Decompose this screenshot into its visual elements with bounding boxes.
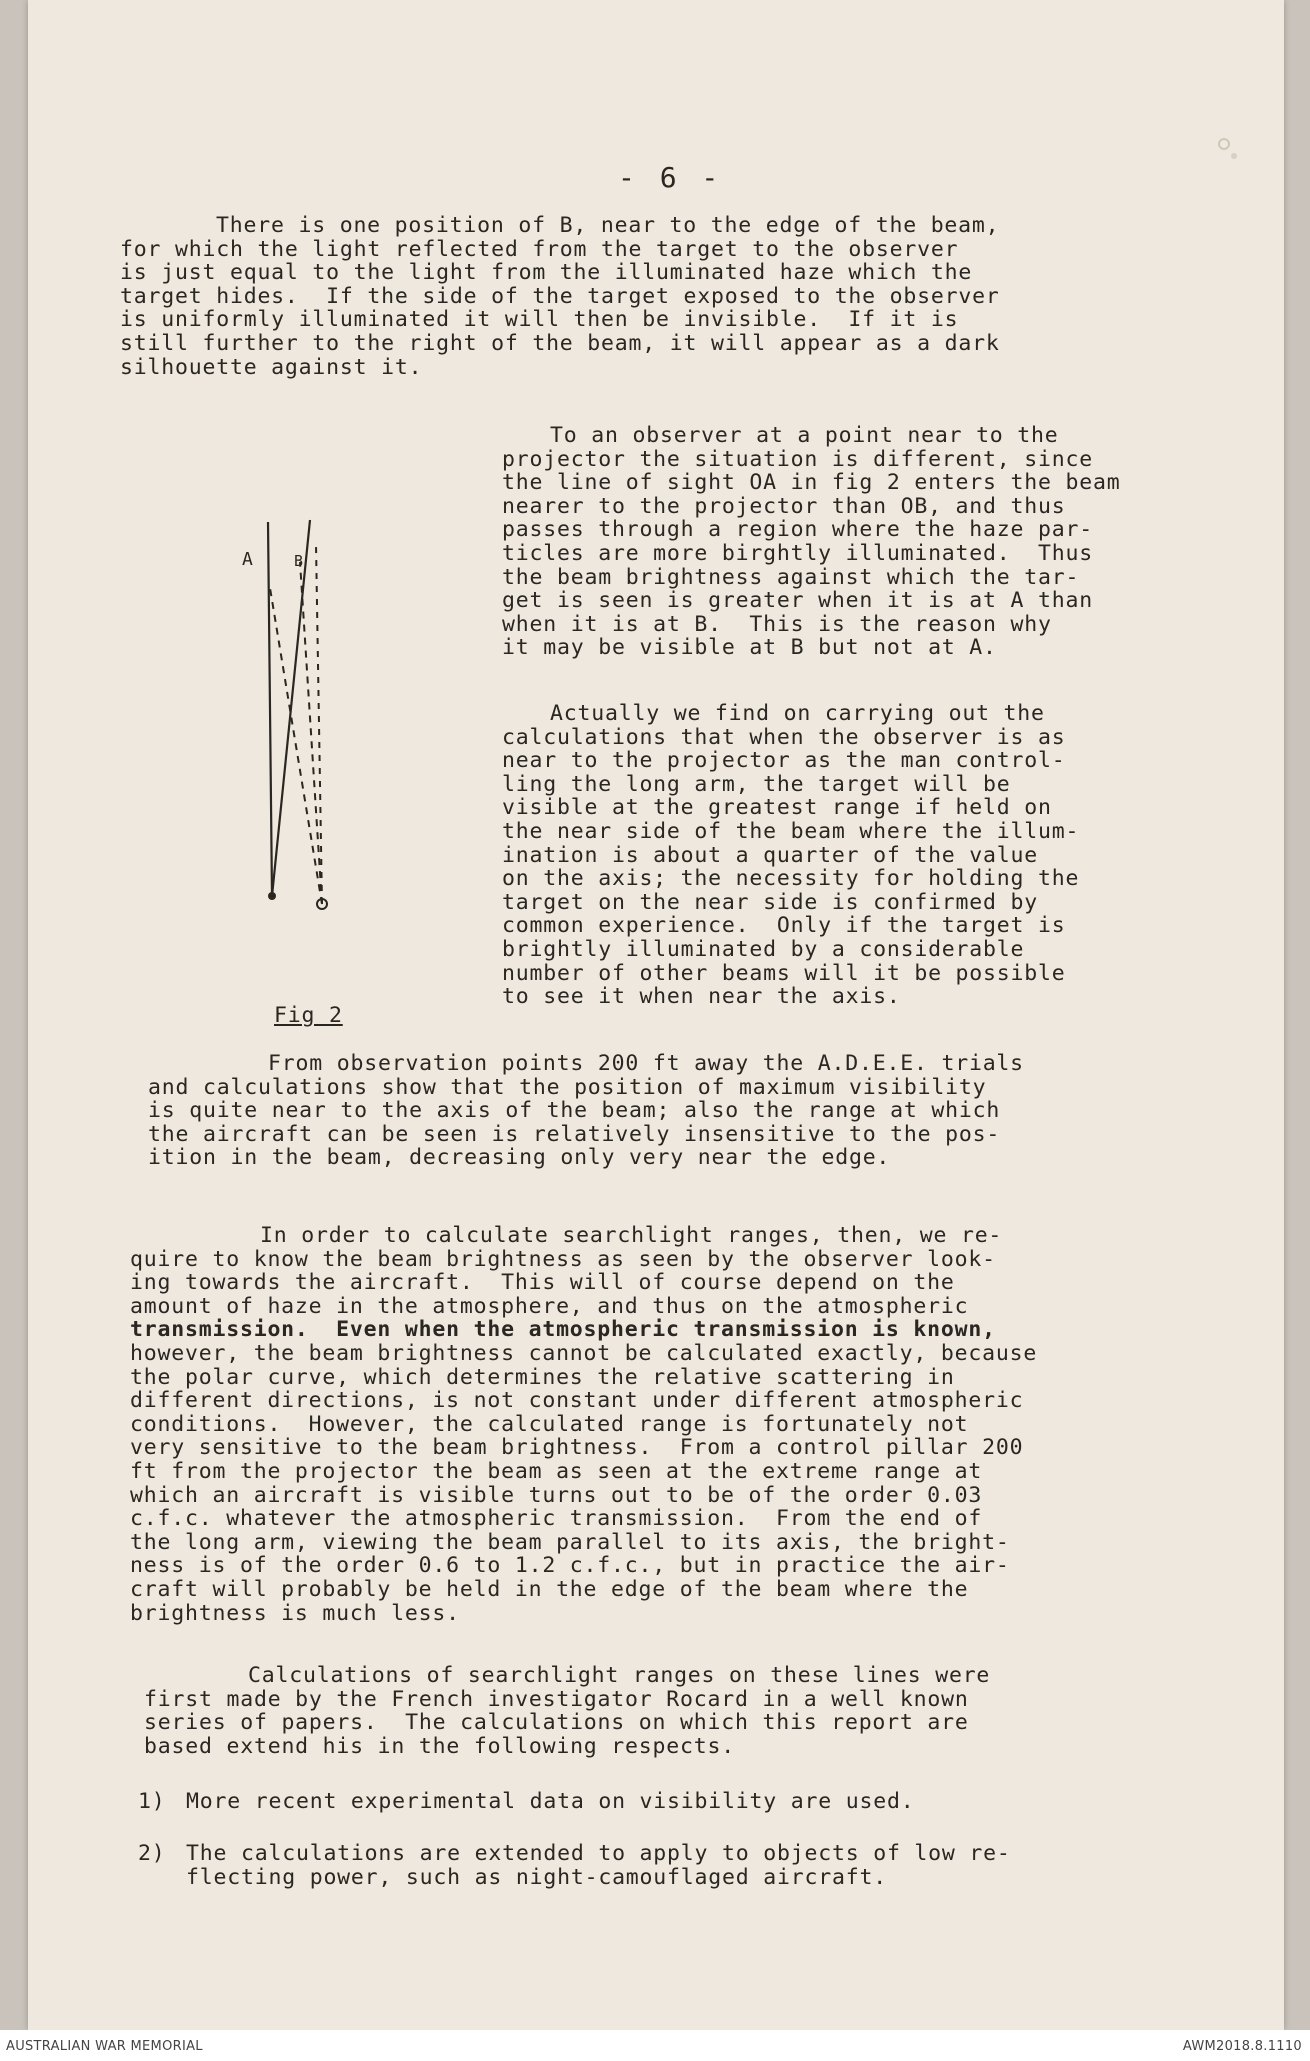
list-item: [138, 1841, 1011, 1936]
paragraph-2: [502, 424, 1120, 660]
text-line: amount of haze in the atmosphere, and thus on the atmospheric: [130, 1293, 969, 1319]
text-line: to see it when near the axis.: [502, 984, 901, 1010]
text-line: the near side of the beam where the illum-: [502, 818, 1080, 844]
text-line: number of other beams will it be possible: [502, 960, 1066, 986]
text-line: is uniformly illuminated it will then be invisible. If it is: [120, 307, 959, 333]
text-line: brightly illuminated by a considerable: [502, 936, 1025, 962]
text-line: it may be visible at B but not at A.: [502, 635, 997, 661]
text-line: target on the near side is confirmed by: [502, 889, 1039, 915]
list-number: 1): [138, 1789, 166, 1814]
archive-footer: [0, 2030, 1310, 2061]
text-line: flecting power, such as night-camouflaged aircraft.: [186, 1864, 887, 1890]
text-line: near to the projector as the man control-: [502, 748, 1066, 774]
footer-institution: AUSTRALIAN WAR MEMORIAL: [6, 2039, 203, 2054]
text-line: different directions, is not constant under different atmospheric: [130, 1388, 1024, 1414]
text-line: craft will probably be held in the edge of the beam where the: [130, 1576, 969, 1602]
figure-2-diagram: [238, 500, 368, 960]
punch-marks: [1208, 130, 1248, 170]
text-line: first made by the French investigator Rocard in a well known: [144, 1686, 969, 1712]
text-line: the polar curve, which determines the relative scattering in: [130, 1364, 955, 1390]
paragraph-5: [130, 1224, 1037, 1625]
text-line: c.f.c. whatever the atmospheric transmission. From the end of: [130, 1506, 983, 1532]
text-line: Actually we find on carrying out the: [550, 701, 1045, 726]
text-line: In order to calculate searchlight ranges, then, we re-: [260, 1223, 1003, 1248]
beam-edge-right: [272, 520, 310, 896]
text-line: on the axis; the necessity for holding the: [502, 866, 1080, 892]
document-page: [28, 0, 1284, 2030]
text-line: the long arm, viewing the beam parallel to its axis, the bright-: [130, 1529, 1010, 1555]
text-line: Calculations of searchlight ranges on these lines were: [248, 1663, 991, 1688]
text-line: The calculations are extended to apply to objects of low re-: [186, 1841, 1011, 1866]
text-line: the beam brightness against which the tar-: [502, 564, 1080, 590]
text-line: get is seen is greater when it is at A than: [502, 588, 1093, 614]
paragraph-6: [144, 1664, 990, 1758]
text-line: however, the beam brightness cannot be calculated exactly, because: [130, 1340, 1038, 1366]
page-number: - 6 -: [618, 161, 723, 194]
text-line: calculations that when the observer is as: [502, 724, 1066, 750]
beam-edge-left: [268, 522, 272, 896]
text-line: the aircraft can be seen is relatively insensitive to the pos-: [148, 1121, 1001, 1147]
list-text: [186, 1842, 1011, 1889]
text-line: and calculations show that the position of maximum visibility: [148, 1074, 987, 1100]
text-line: based extend his in the following respects.: [144, 1733, 735, 1759]
text-line: target hides. If the side of the target exposed to the observer: [120, 283, 1000, 309]
text-line: ling the long arm, the target will be: [502, 771, 1011, 797]
paragraph-3: [502, 702, 1079, 1009]
projector-point: [268, 892, 276, 900]
label-a: A: [242, 549, 254, 570]
paragraph-4: [148, 1052, 1024, 1170]
text-line: very sensitive to the beam brightness. From a control pillar 200: [130, 1435, 1024, 1461]
text-line: transmission. Even when the atmospheric transmission is known,: [130, 1317, 996, 1343]
text-line: passes through a region where the haze par-: [502, 517, 1093, 543]
label-b: B: [294, 552, 304, 570]
text-line: ft from the projector the beam as seen at the extreme range at: [130, 1458, 983, 1484]
text-line: common experience. Only if the target is: [502, 913, 1066, 939]
footer-catalogue-number: AWM2018.8.1110: [1182, 2039, 1302, 2054]
text-line: conditions. However, the calculated range is fortunately not: [130, 1411, 969, 1437]
text-line: From observation points 200 ft away the A.D.E.E. trials: [268, 1051, 1024, 1076]
text-line: ination is about a quarter of the value: [502, 842, 1039, 868]
text-line: ition in the beam, decreasing only very near the edge.: [148, 1145, 891, 1171]
text-line: still further to the right of the beam, it will appear as a dark: [120, 330, 1000, 356]
text-line: the line of sight OA in fig 2 enters the beam: [502, 470, 1121, 496]
text-line: for which the light reflected from the target to the observer: [120, 236, 959, 262]
text-line: ing towards the aircraft. This will of course depend on the: [130, 1270, 955, 1296]
text-line: nearer to the projector than OB, and thus: [502, 493, 1066, 519]
text-line: which an aircraft is visible turns out to be of the order 0.03: [130, 1482, 983, 1508]
text-line: is just equal to the light from the illuminated haze which the: [120, 260, 973, 286]
text-line: quire to know the beam brightness as seen by the observer look-: [130, 1246, 996, 1272]
text-line: when it is at B. This is the reason why: [502, 611, 1052, 637]
text-line: ness is of the order 0.6 to 1.2 c.f.c., but in practice the air-: [130, 1553, 1010, 1579]
text-line: series of papers. The calculations on which this report are: [144, 1710, 969, 1736]
line-of-sight-oa: [270, 588, 322, 904]
text-line: brightness is much less.: [130, 1600, 460, 1626]
text-line: silhouette against it.: [120, 354, 423, 380]
list-text: More recent experimental data on visibility are used.: [186, 1789, 915, 1814]
list-number: 2): [138, 1841, 166, 1866]
paragraph-1: [120, 214, 1000, 379]
figure-caption: Fig 2: [274, 1003, 343, 1028]
text-line: projector the situation is different, since: [502, 446, 1093, 472]
text-line: To an observer at a point near to the: [550, 423, 1059, 448]
text-line: is quite near to the axis of the beam; also the range at which: [148, 1098, 1001, 1124]
text-line: There is one position of B, near to the edge of the beam,: [216, 213, 1000, 238]
text-line: visible at the greatest range if held on: [502, 795, 1052, 821]
text-line: ticles are more birghtly illuminated. Thus: [502, 540, 1093, 566]
